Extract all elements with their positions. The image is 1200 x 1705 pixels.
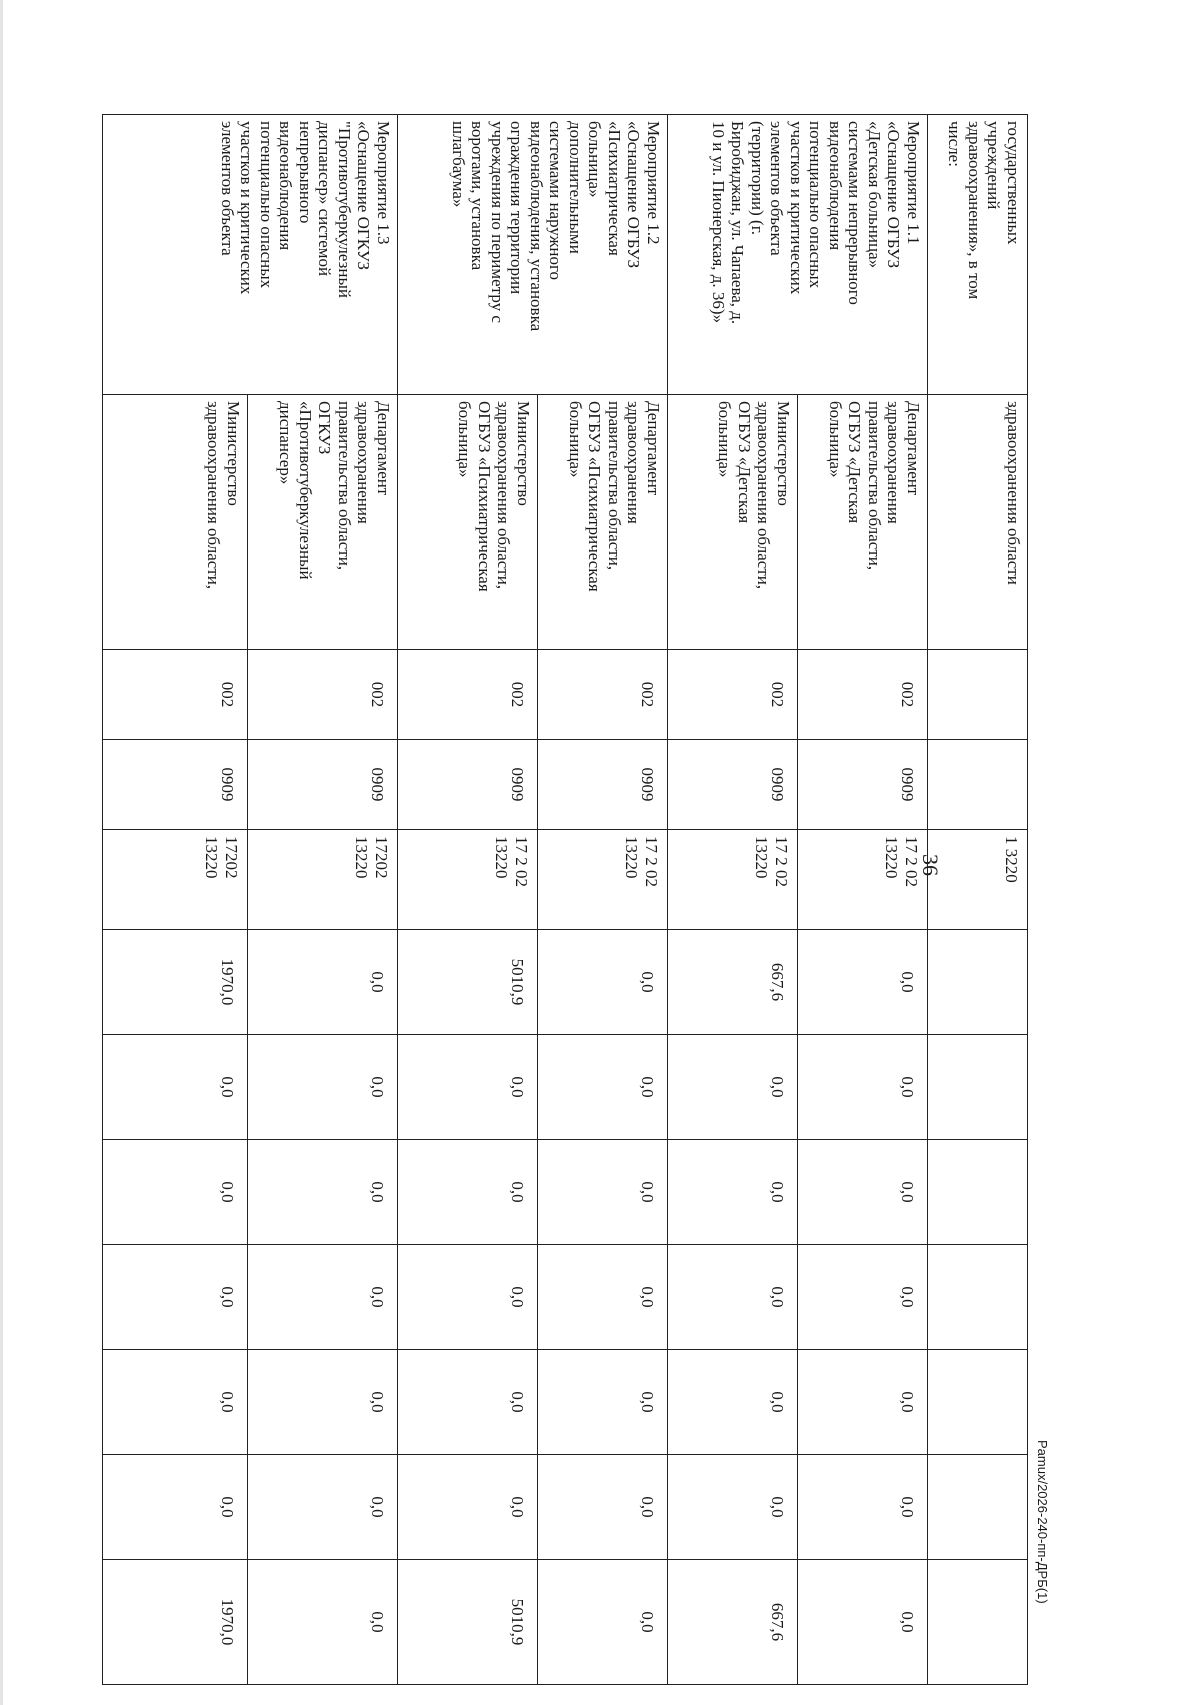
rzpr-cell: 0909	[248, 740, 398, 830]
budget-table-wrapper	[103, 114, 1028, 1684]
value-cell: 0,0	[248, 1560, 398, 1685]
grbs-cell	[928, 650, 1028, 740]
value-cell: 0,0	[798, 1140, 928, 1245]
event-cell: Мероприятие 1.1 «Оснащение ОГБУЗ «Детская больница» системами непрерывного видеонаблюдения потенциально опасных участков и критических элементов объекта (территории) (г. Биробиджан, ул. Чапаева, д. 10 и ул. Пионерская, д. 36)»	[668, 115, 928, 395]
value-cell: 0,0	[798, 1560, 928, 1685]
value-cell	[928, 1455, 1028, 1560]
value-cell: 0,0	[798, 1035, 928, 1140]
value-cell: 0,0	[103, 1035, 248, 1140]
grbs-cell: 002	[398, 650, 538, 740]
rzpr-cell: 0909	[398, 740, 538, 830]
table-row	[248, 115, 398, 1685]
value-cell: 0,0	[103, 1455, 248, 1560]
value-cell: 0,0	[398, 1035, 538, 1140]
value-cell: 0,0	[668, 1245, 798, 1350]
value-cell: 0,0	[398, 1455, 538, 1560]
event-cell: Мероприятие 1.2 «Оснащение ОГБУЗ «Психиатрическая больница» дополнительными системами наружного видеонаблюдения, установка ограждения территории учреждения по периметру с воротами, установка шлагбаума»	[398, 115, 668, 395]
executor-cell: здравоохранения области	[928, 395, 1028, 650]
value-cell: 0,0	[538, 1560, 668, 1685]
rzpr-cell: 0909	[798, 740, 928, 830]
csr-cell: 17 2 02 13220	[538, 830, 668, 930]
value-cell: 1970,0	[103, 930, 248, 1035]
rzpr-cell: 0909	[538, 740, 668, 830]
grbs-cell: 002	[248, 650, 398, 740]
value-cell: 0,0	[248, 1035, 398, 1140]
value-cell: 0,0	[798, 1455, 928, 1560]
value-cell: 0,0	[103, 1140, 248, 1245]
budget-table	[102, 114, 1028, 1685]
table-row	[928, 115, 1028, 1685]
value-cell: 0,0	[248, 930, 398, 1035]
footer-reference: Pamux/2026-240-пп-ДРБ(1)	[1035, 1440, 1050, 1604]
value-cell: 0,0	[103, 1350, 248, 1455]
grbs-cell: 002	[668, 650, 798, 740]
value-cell: 0,0	[668, 1035, 798, 1140]
executor-cell: Департамент здравоохранения правительства области, ОГКУЗ «Противотуберкулезный диспансер»	[248, 395, 398, 650]
value-cell	[928, 1245, 1028, 1350]
value-cell	[928, 930, 1028, 1035]
csr-cell: 17 2 02 13220	[798, 830, 928, 930]
rzpr-cell: 0909	[103, 740, 248, 830]
rzpr-cell: 0909	[668, 740, 798, 830]
value-cell	[928, 1140, 1028, 1245]
csr-cell: 17202 13220	[248, 830, 398, 930]
value-cell: 0,0	[538, 1245, 668, 1350]
value-cell: 667,6	[668, 930, 798, 1035]
rzpr-cell	[928, 740, 1028, 830]
value-cell: 1970,0	[103, 1560, 248, 1685]
value-cell: 0,0	[798, 1350, 928, 1455]
value-cell: 667,6	[668, 1560, 798, 1685]
value-cell: 0,0	[668, 1140, 798, 1245]
value-cell: 0,0	[538, 1350, 668, 1455]
value-cell: 0,0	[798, 930, 928, 1035]
value-cell: 5010,9	[398, 1560, 538, 1685]
value-cell: 0,0	[538, 1455, 668, 1560]
grbs-cell: 002	[103, 650, 248, 740]
executor-cell: Департамент здравоохранения правительства области, ОГБУЗ «Детская больница»	[798, 395, 928, 650]
value-cell: 0,0	[538, 1140, 668, 1245]
value-cell: 0,0	[248, 1140, 398, 1245]
value-cell: 0,0	[398, 1140, 538, 1245]
value-cell: 5010,9	[398, 930, 538, 1035]
executor-cell: Департамент здравоохранения правительства области, ОГБУЗ «Психиатрическая больница»	[538, 395, 668, 650]
event-cell: государственных учреждений здравоохранения», в том числе:	[928, 115, 1028, 395]
value-cell: 0,0	[798, 1245, 928, 1350]
executor-cell: Министерство здравоохранения области, ОГБУЗ «Детская больница»	[668, 395, 798, 650]
table-row	[538, 115, 668, 1685]
value-cell	[928, 1350, 1028, 1455]
table-row	[798, 115, 928, 1685]
value-cell	[928, 1035, 1028, 1140]
grbs-cell: 002	[798, 650, 928, 740]
executor-cell: Министерство здравоохранения области,	[103, 395, 248, 650]
value-cell: 0,0	[248, 1245, 398, 1350]
csr-cell: 1 3220	[928, 830, 1028, 930]
csr-cell: 17 2 02 13220	[668, 830, 798, 930]
page-number: 36	[918, 854, 943, 876]
value-cell: 0,0	[538, 930, 668, 1035]
value-cell: 0,0	[668, 1455, 798, 1560]
grbs-cell: 002	[538, 650, 668, 740]
value-cell: 0,0	[248, 1350, 398, 1455]
value-cell: 0,0	[668, 1350, 798, 1455]
scan-edge	[0, 0, 3, 1705]
value-cell: 0,0	[103, 1245, 248, 1350]
event-cell: Мероприятие 1.3 «Оснащение ОГКУЗ "Противотуберкулезный диспансер» системой непрерывного видеонаблюдения потенциально опасных участков и критических элементов объекта	[103, 115, 398, 395]
value-cell: 0,0	[538, 1035, 668, 1140]
csr-cell: 17202 13220	[103, 830, 248, 930]
value-cell	[928, 1560, 1028, 1685]
value-cell: 0,0	[398, 1350, 538, 1455]
value-cell: 0,0	[398, 1245, 538, 1350]
value-cell: 0,0	[248, 1455, 398, 1560]
csr-cell: 17 2 02 13220	[398, 830, 538, 930]
executor-cell: Министерство здравоохранения области, ОГБУЗ «Психиатрическая больница»	[398, 395, 538, 650]
